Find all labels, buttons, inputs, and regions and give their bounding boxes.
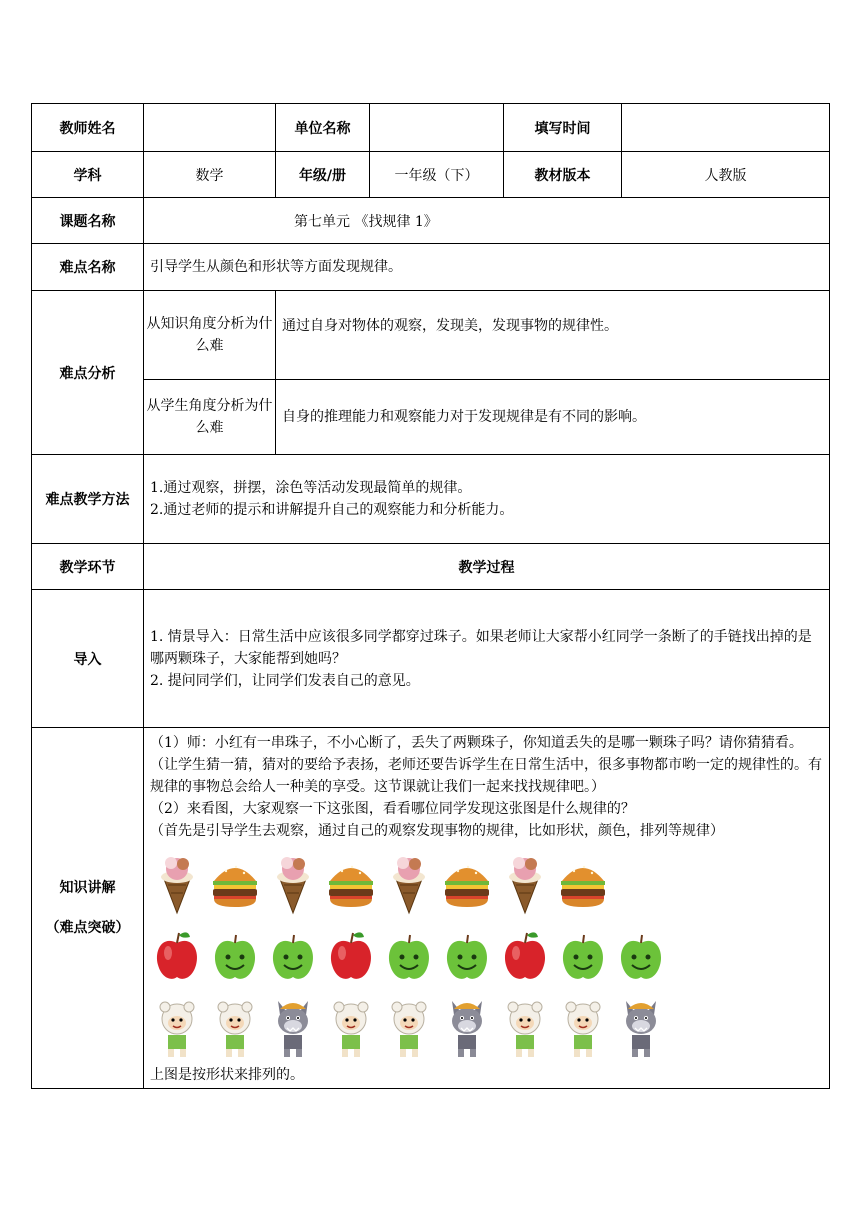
burger-icon	[440, 851, 494, 915]
pattern-row-characters	[150, 992, 823, 1062]
knowledge-label-cell	[32, 728, 144, 1089]
burger-icon	[556, 851, 610, 915]
subject-value: 数学	[144, 152, 276, 198]
intro-line: 1. 情景导入：日常生活中应该很多同学都穿过珠子。如果老师让大家帮小红同学一条断了的手链找出掉的是哪两颗珠子，大家能帮到她吗？	[150, 628, 812, 667]
knowledge-para-2: （2）来看图，大家观察一下这张图，看看哪位同学发现这张图是什么规律的？	[150, 801, 635, 817]
method-line: 1.通过观察，拼摆，涂色等活动发现最简单的规律。	[150, 480, 472, 496]
process-title: 教学过程	[144, 544, 830, 590]
figure-caption: 上图是按形状来排列的。	[150, 1067, 304, 1083]
lesson-design-sheet	[31, 103, 829, 1089]
unit-name-value	[370, 104, 504, 152]
analysis-row-knowledge	[32, 291, 830, 380]
ice-cream-icon	[498, 851, 552, 915]
burger-icon	[208, 851, 262, 915]
wolf-icon	[266, 995, 320, 1059]
unit-name-label: 单位名称	[276, 104, 370, 152]
knowledge-para-3: （首先是引导学生去观察，通过自己的观察发现事物的规律，比如形状，颜色，排列等规律）	[150, 823, 724, 839]
wolf-icon	[614, 995, 668, 1059]
edition-label: 教材版本	[504, 152, 622, 198]
green-apple-icon	[382, 923, 436, 987]
pattern-row-food	[150, 848, 823, 918]
red-apple-icon	[324, 923, 378, 987]
knowledge-content	[144, 728, 830, 1089]
intro-value	[144, 590, 830, 728]
lesson-table	[31, 103, 830, 1089]
student-angle-value: 自身的推理能力和观察能力对于发现规律是有不同的影响。	[276, 380, 830, 455]
analysis-label: 难点分析	[32, 291, 144, 455]
green-apple-icon	[556, 923, 610, 987]
teacher-name-value	[144, 104, 276, 152]
process-header-row	[32, 544, 830, 590]
red-apple-icon	[150, 923, 204, 987]
knowledge-angle-value: 通过自身对物体的观察，发现美，发现事物的规律性。	[276, 291, 830, 380]
process-stage-label: 教学环节	[32, 544, 144, 590]
pattern-row-apples	[150, 920, 823, 990]
grade-label: 年级/册	[276, 152, 370, 198]
method-line: 2.通过老师的提示和讲解提升自己的观察能力和分析能力。	[150, 502, 514, 518]
knowledge-sublabel: （难点突破）	[45, 920, 130, 936]
student-angle-label: 从学生角度分析为什么难	[144, 380, 276, 455]
grade-value: 一年级（下）	[370, 152, 504, 198]
goat-icon	[208, 995, 262, 1059]
green-apple-icon	[208, 923, 262, 987]
analysis-row-student	[32, 380, 830, 455]
teacher-name-label: 教师姓名	[32, 104, 144, 152]
intro-row	[32, 590, 830, 728]
method-row	[32, 455, 830, 544]
burger-icon	[324, 851, 378, 915]
green-apple-icon	[440, 923, 494, 987]
topic-row	[32, 198, 830, 244]
edition-value: 人教版	[622, 152, 830, 198]
method-label: 难点教学方法	[32, 455, 144, 544]
goat-icon	[150, 995, 204, 1059]
green-apple-icon	[266, 923, 320, 987]
method-value	[144, 455, 830, 544]
ice-cream-icon	[382, 851, 436, 915]
pattern-figure	[150, 848, 823, 1062]
fill-date-label: 填写时间	[504, 104, 622, 152]
info-row	[32, 152, 830, 198]
difficulty-row	[32, 244, 830, 291]
wolf-icon	[440, 995, 494, 1059]
knowledge-label: 知识讲解	[59, 880, 116, 896]
topic-label: 课题名称	[32, 198, 144, 244]
knowledge-row	[32, 728, 830, 1089]
knowledge-angle-label: 从知识角度分析为什么难	[144, 291, 276, 380]
topic-value: 第七单元 《找规律 1》	[144, 198, 830, 244]
ice-cream-icon	[266, 851, 320, 915]
red-apple-icon	[498, 923, 552, 987]
goat-icon	[498, 995, 552, 1059]
difficulty-label: 难点名称	[32, 244, 144, 291]
goat-icon	[382, 995, 436, 1059]
goat-icon	[324, 995, 378, 1059]
green-apple-icon	[614, 923, 668, 987]
subject-label: 学科	[32, 152, 144, 198]
goat-icon	[556, 995, 610, 1059]
fill-date-value	[622, 104, 830, 152]
header-row	[32, 104, 830, 152]
intro-line: 2. 提问同学们，让同学们发表自己的意见。	[150, 672, 420, 689]
ice-cream-icon	[150, 851, 204, 915]
intro-label: 导入	[32, 590, 144, 728]
difficulty-value: 引导学生从颜色和形状等方面发现规律。	[144, 244, 830, 291]
knowledge-para-1: （1）师：小红有一串珠子，不小心断了，丢失了两颗珠子，你知道丢失的是哪一颗珠子吗？请你猜猜看。（让学生猜一猜，猜对的要给予表扬，老师还要告诉学生在日常生活中，很多事物都市哟一定的规律性的。有规律的事物总会给人一种美的享受。这节课就让我们一起来找找规律吧。）	[150, 735, 822, 795]
